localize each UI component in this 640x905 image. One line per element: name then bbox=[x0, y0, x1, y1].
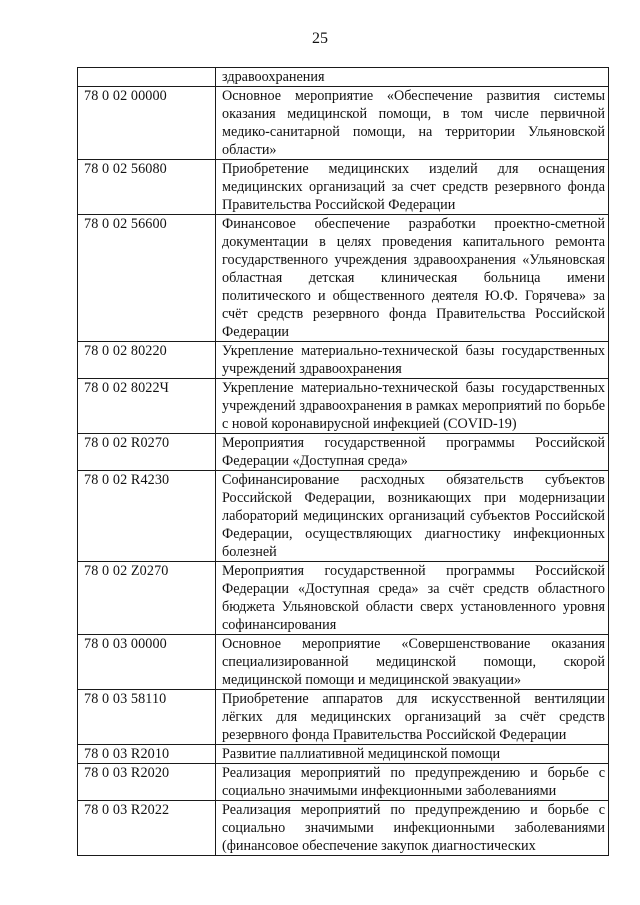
table-row bbox=[78, 68, 609, 87]
description-cell: Укрепление материально-технической базы государственных учреждений здравоохранения bbox=[216, 342, 609, 379]
table-row bbox=[78, 764, 609, 801]
table-row bbox=[78, 471, 609, 562]
code-cell: 78 0 03 R2010 bbox=[78, 745, 216, 764]
description-cell: Основное мероприятие «Совершенствование оказания специализированной медицинской помощи, скорой медицинской помощи и медицинской эвакуации» bbox=[216, 635, 609, 690]
table-row bbox=[78, 745, 609, 764]
table-row bbox=[78, 379, 609, 434]
description-cell: Развитие паллиативной медицинской помощи bbox=[216, 745, 609, 764]
table-row bbox=[78, 434, 609, 471]
table-row bbox=[78, 342, 609, 379]
description-cell: Основное мероприятие «Обеспечение развития системы оказания медицинской помощи, в том числе первичной медико-санитарной помощи, на территории Ульяновской области» bbox=[216, 87, 609, 160]
description-cell: Реализация мероприятий по предупреждению и борьбе с социально значимыми инфекционными заболеваниями bbox=[216, 764, 609, 801]
description-cell: Мероприятия государственной программы Российской Федерации «Доступная среда» bbox=[216, 434, 609, 471]
description-cell: Мероприятия государственной программы Российской Федерации «Доступная среда» за счёт средств областного бюджета Ульяновской области сверх установленного уровня софинансирования bbox=[216, 562, 609, 635]
table-row bbox=[78, 160, 609, 215]
description-cell: Реализация мероприятий по предупреждению и борьбе с социально значимыми инфекционными заболеваниями (финансовое обеспечение закупок диагностических bbox=[216, 801, 609, 856]
description-cell: Приобретение медицинских изделий для оснащения медицинских организаций за счет средств резервного фонда Правительства Российской Федерации bbox=[216, 160, 609, 215]
code-cell: 78 0 02 8022Ч bbox=[78, 379, 216, 434]
code-cell: 78 0 02 80220 bbox=[78, 342, 216, 379]
page-number: 25 bbox=[312, 30, 328, 47]
table-row bbox=[78, 801, 609, 856]
code-cell: 78 0 03 58110 bbox=[78, 690, 216, 745]
description-cell: здравоохранения bbox=[216, 68, 609, 87]
code-cell: 78 0 03 00000 bbox=[78, 635, 216, 690]
table-row bbox=[78, 562, 609, 635]
budget-codes-table bbox=[77, 67, 609, 856]
code-cell: 78 0 02 R4230 bbox=[78, 471, 216, 562]
code-cell: 78 0 03 R2020 bbox=[78, 764, 216, 801]
description-cell: Финансовое обеспечение разработки проектно-сметной документации в целях проведения капитального ремонта государственного учреждения здравоохранения «Ульяновская областная детская клиническая больница имени политического и общественного деятеля Ю.Ф. Горячева» за счёт средств резервного фонда Правительства Российской Федерации bbox=[216, 215, 609, 342]
code-cell: 78 0 02 R0270 bbox=[78, 434, 216, 471]
code-cell: 78 0 02 56600 bbox=[78, 215, 216, 342]
table-row bbox=[78, 635, 609, 690]
code-cell bbox=[78, 68, 216, 87]
description-cell: Укрепление материально-технической базы государственных учреждений здравоохранения в рамках мероприятий по борьбе с новой коронавирусной инфекцией (COVID-19) bbox=[216, 379, 609, 434]
table-row bbox=[78, 87, 609, 160]
code-cell: 78 0 02 Z0270 bbox=[78, 562, 216, 635]
table-row bbox=[78, 690, 609, 745]
description-cell: Софинансирование расходных обязательств субъектов Российской Федерации, возникающих при модернизации лабораторий медицинских организаций субъектов Российской Федерации, осуществляющих диагностику инфекционных болезней bbox=[216, 471, 609, 562]
code-cell: 78 0 02 00000 bbox=[78, 87, 216, 160]
code-cell: 78 0 03 R2022 bbox=[78, 801, 216, 856]
table-row bbox=[78, 215, 609, 342]
description-cell: Приобретение аппаратов для искусственной вентиляции лёгких для медицинских организаций за счёт средств резервного фонда Правительства Российской Федерации bbox=[216, 690, 609, 745]
code-cell: 78 0 02 56080 bbox=[78, 160, 216, 215]
